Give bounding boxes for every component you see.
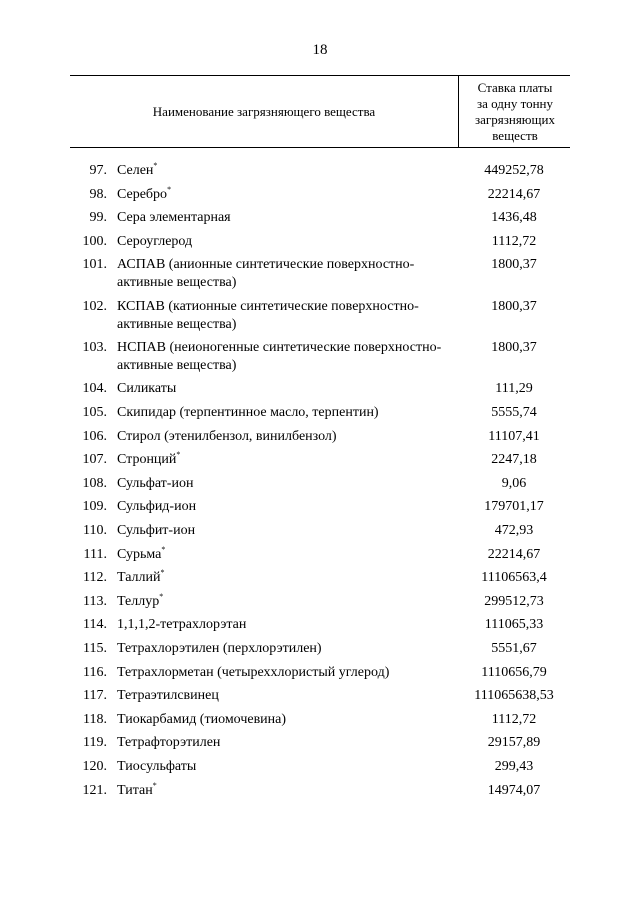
substance-name-text: КСПАВ (катионные синтетические поверхностно-активные вещества) (117, 298, 419, 332)
table-row (70, 546, 570, 564)
substance-name (117, 451, 452, 469)
substance-name-text: НСПАВ (неионогенные синтетические поверхностно-активные вещества) (117, 340, 442, 373)
table-row (70, 498, 570, 516)
row-number: 111. (83, 546, 107, 562)
rate-value: 9,06 (501, 475, 527, 491)
substance-name-text: АСПАВ (анионные синтетические поверхностно-активные вещества) (117, 257, 415, 291)
substance-name-text: Стронций (117, 452, 177, 468)
table-row (70, 339, 570, 375)
row-number: 119. (83, 735, 107, 751)
table-row (70, 640, 570, 658)
row-number: 109. (82, 499, 107, 515)
substance-name-text: 1,1,1,2-тетрахлорэтан (117, 617, 247, 633)
rate-value: 5555,74 (491, 404, 537, 420)
rate-value: 449252,78 (484, 163, 544, 178)
row-number: 118. (83, 711, 107, 727)
row-number: 110. (83, 522, 107, 538)
rate-value: 111065,33 (484, 617, 544, 633)
rate-value: 5551,67 (491, 640, 537, 656)
footnote-asterisk: * (153, 161, 158, 170)
row-number: 102. (82, 298, 107, 314)
header-rate: Ставка платы за одну тонну загрязняющих веществ (458, 76, 571, 147)
rate-value: 11106563,4 (481, 570, 547, 586)
row-number: 105. (82, 404, 107, 420)
row-number: 117. (83, 688, 107, 704)
substance-name-text: Сера элементарная (117, 210, 231, 226)
substance-name-text: Тетрахлорэтилен (перхлорэтилен) (117, 640, 322, 656)
substance-name (117, 687, 452, 705)
substance-name-text: Тиокарбамид (тиомочевина) (117, 711, 287, 727)
rate-value: 472,93 (494, 522, 534, 538)
substance-name-text: Тетраэтилсвинец (117, 688, 219, 704)
substance-name-text: Титан (117, 782, 153, 798)
substance-name (117, 428, 452, 446)
rate-value: 22214,67 (487, 546, 541, 562)
substance-name (117, 711, 452, 729)
row-number: 99. (89, 210, 107, 226)
substance-name (117, 758, 452, 776)
substance-name-text: Тиосульфаты (117, 758, 197, 774)
row-number: 116. (83, 664, 107, 680)
table-row (70, 522, 570, 540)
substance-name (117, 256, 452, 292)
row-number: 114. (83, 617, 107, 633)
substance-name (117, 404, 452, 422)
substance-name (117, 782, 452, 800)
footnote-asterisk: * (176, 450, 181, 460)
table-row (70, 186, 570, 204)
substance-name (117, 498, 452, 516)
substance-name-text: Теллур (117, 593, 160, 609)
rate-value: 1110656,79 (481, 664, 547, 680)
rate-value: 1800,37 (491, 257, 537, 273)
substance-name-text: Таллий (117, 570, 161, 586)
footnote-asterisk: * (161, 544, 166, 554)
substance-name (117, 162, 452, 180)
substance-name-text: Сероуглерод (117, 233, 193, 249)
table-row (70, 380, 570, 398)
substance-name-text: Сурьма (117, 546, 162, 562)
substance-name-text: Скипидар (терпентинное масло, терпентин) (117, 404, 379, 420)
rate-value: 2247,18 (491, 452, 537, 468)
rate-value: 111,29 (495, 381, 533, 397)
table-row (70, 233, 570, 251)
row-number: 97. (89, 163, 107, 178)
rate-value: 179701,17 (484, 499, 544, 515)
table-row (70, 451, 570, 469)
substance-name (117, 522, 452, 540)
row-number: 100. (82, 233, 107, 249)
substance-name-text: Тетрафторэтилен (117, 735, 221, 751)
table-header (70, 75, 570, 148)
rate-value: 299,43 (494, 758, 534, 774)
row-number: 104. (82, 381, 107, 397)
row-number: 107. (82, 452, 107, 468)
row-number: 115. (83, 640, 107, 656)
substance-name (117, 734, 452, 752)
substance-name-text: Серебро (117, 186, 168, 202)
rate-value: 22214,67 (487, 186, 541, 202)
table-row (70, 758, 570, 776)
rate-value: 1800,37 (491, 340, 537, 355)
table-row (70, 404, 570, 422)
table-row (70, 569, 570, 587)
substance-name (117, 616, 452, 634)
substance-name (117, 233, 452, 251)
table-row (70, 298, 570, 334)
substance-name (117, 593, 452, 611)
row-number: 112. (83, 570, 107, 586)
rate-value: 1800,37 (491, 298, 537, 314)
footnote-asterisk: * (160, 568, 165, 578)
table-row (70, 616, 570, 634)
table-row (70, 428, 570, 446)
substance-name (117, 640, 452, 658)
rate-value: 11107,41 (488, 428, 540, 444)
table-row (70, 162, 570, 180)
substance-name (117, 475, 452, 493)
footnote-asterisk: * (159, 591, 164, 601)
rate-value: 1436,48 (491, 210, 537, 226)
table-row (70, 475, 570, 493)
substance-name-text: Сульфит-ион (117, 522, 196, 538)
table-row (70, 593, 570, 611)
substance-name (117, 298, 452, 334)
row-number: 108. (82, 475, 107, 491)
substance-name (117, 339, 452, 375)
rate-value: 1112,72 (491, 711, 537, 727)
footnote-asterisk: * (167, 184, 172, 194)
substance-name-text: Селен (117, 163, 154, 178)
rate-value: 14974,07 (487, 782, 541, 798)
row-number: 106. (82, 428, 107, 444)
row-number: 101. (82, 257, 107, 273)
rate-value: 1112,72 (491, 233, 537, 249)
rate-value: 111065638,53 (474, 688, 554, 704)
row-number: 120. (82, 758, 107, 774)
row-number: 121. (82, 782, 107, 798)
substance-name (117, 546, 452, 564)
rate-value: 299512,73 (484, 593, 544, 609)
table-row (70, 664, 570, 682)
table-row (70, 209, 570, 227)
page-number: 18 (312, 42, 328, 58)
substance-name-text: Стирол (этенилбензол, винилбензол) (117, 428, 337, 444)
substance-name-text: Силикаты (117, 381, 177, 397)
substance-name-text: Сульфат-ион (117, 475, 194, 491)
table-row (70, 256, 570, 292)
row-number: 113. (83, 593, 107, 609)
pollutant-rate-table (70, 75, 570, 798)
substance-name (117, 209, 452, 227)
table-row (70, 782, 570, 800)
substance-name (117, 569, 452, 587)
footnote-asterisk: * (152, 780, 157, 790)
substance-name (117, 380, 452, 398)
substance-name-text: Тетрахлорметан (четыреххлористый углерод) (117, 664, 390, 680)
row-number: 98. (89, 186, 107, 202)
table-row (70, 734, 570, 752)
substance-name (117, 186, 452, 204)
table-row (70, 711, 570, 729)
header-substance-name: Наименование загрязняющего вещества (152, 103, 376, 119)
row-number: 103. (82, 340, 107, 355)
table-row (70, 687, 570, 705)
substance-name-text: Сульфид-ион (117, 499, 197, 515)
substance-name (117, 664, 452, 682)
rate-value: 29157,89 (487, 735, 541, 751)
